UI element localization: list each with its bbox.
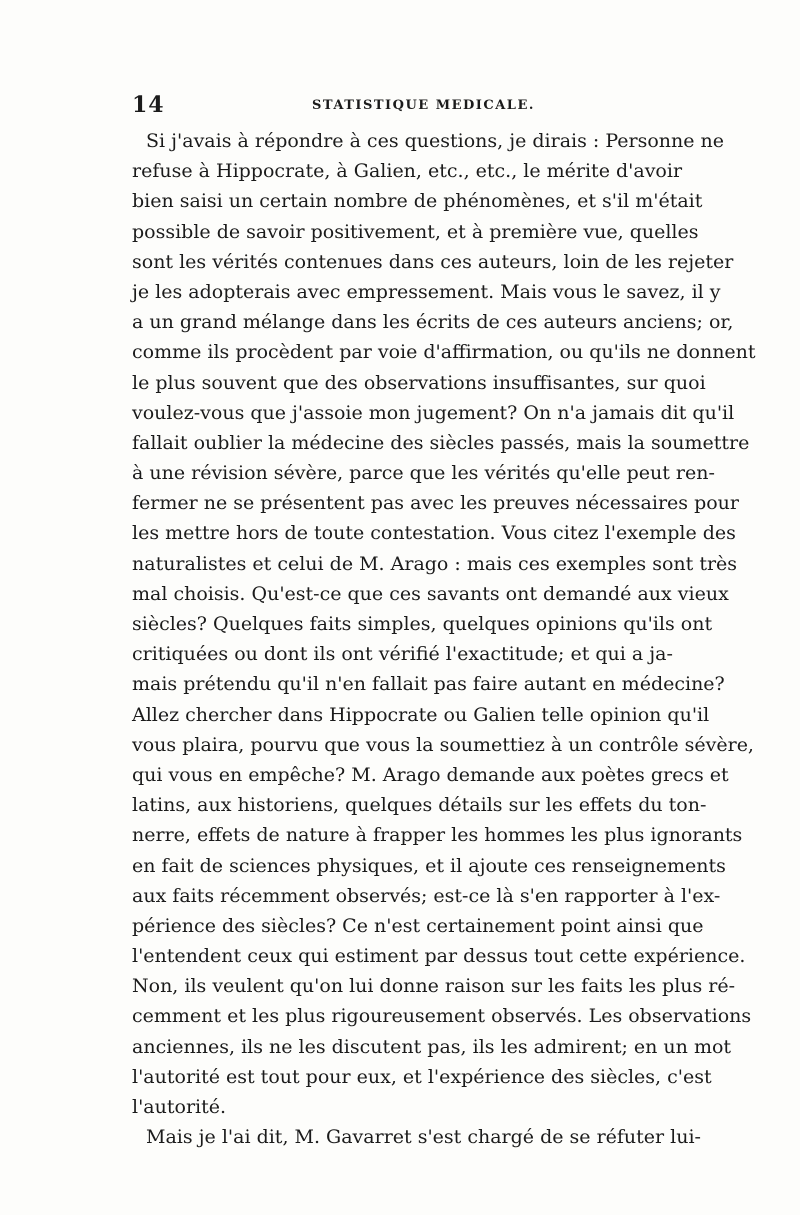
text-line: l'autorité.	[132, 1096, 227, 1118]
text-line: Mais je l'ai dit, M. Gavarret s'est chargé de se réfuter lui-	[146, 1126, 701, 1149]
text-line: mal choisis. Qu'est-ce que ces savants ont demandé aux vieux	[132, 582, 729, 605]
text-line: Si j'avais à répondre à ces questions, je dirais : Personne ne	[146, 130, 725, 152]
text-line: refuse à Hippocrate, à Galien, etc., etc., le mérite d'avoir	[132, 160, 683, 183]
page-number: 14	[132, 92, 165, 118]
text-line: voulez-vous que j'assoie mon jugement? On n'a jamais dit qu'il	[132, 401, 735, 424]
text-line: nerre, effets de nature à frapper les hommes les plus ignorants	[132, 824, 743, 847]
body-text	[132, 126, 756, 1152]
text-line: vous plaira, pourvu que vous la soumettiez à un contrôle sévère,	[132, 733, 754, 756]
text-line: l'autorité est tout pour eux, et l'expérience des siècles, c'est	[132, 1065, 712, 1088]
text-line: naturalistes et celui de M. Arago : mais ces exemples sont très	[132, 552, 738, 575]
text-line: à une révision sévère, parce que les vérités qu'elle peut ren-	[132, 462, 715, 485]
text-line: périence des siècles? Ce n'est certainement point ainsi que	[132, 914, 704, 937]
text-line: les mettre hors de toute contestation. Vous citez l'exemple des	[132, 522, 736, 545]
text-line: cemment et les plus rigoureusement observés. Les observations	[132, 1005, 752, 1028]
text-line: sont les vérités contenues dans ces auteurs, loin de les rejeter	[132, 250, 734, 273]
text-line: qui vous en empêche? M. Arago demande aux poètes grecs et	[132, 763, 729, 786]
text-line: l'entendent ceux qui estiment par dessus tout cette expérience.	[132, 945, 746, 968]
text-line: fermer ne se présentent pas avec les preuves nécessaires pour	[132, 492, 739, 515]
text-line: mais prétendu qu'il n'en fallait pas faire autant en médecine?	[132, 673, 725, 696]
text-line: latins, aux historiens, quelques détails sur les effets du ton-	[132, 794, 707, 817]
text-line: possible de savoir positivement, et à première vue, quelles	[132, 220, 699, 243]
text-line: Allez chercher dans Hippocrate ou Galien telle opinion qu'il	[132, 703, 710, 726]
text-line: comme ils procèdent par voie d'affirmation, ou qu'ils ne donnent	[132, 341, 756, 364]
text-line: critiquées ou dont ils ont vérifié l'exactitude; et qui a ja-	[132, 643, 673, 666]
text-line: siècles? Quelques faits simples, quelques opinions qu'ils ont	[132, 613, 713, 635]
text-line: a un grand mélange dans les écrits de ces auteurs anciens; or,	[132, 311, 734, 334]
text-line: aux faits récemment observés; est-ce là s'en rapporter à l'ex-	[132, 884, 721, 907]
text-line: en fait de sciences physiques, et il ajoute ces renseignements	[132, 854, 726, 877]
text-line: anciennes, ils ne les discutent pas, ils les admirent; en un mot	[132, 1035, 732, 1058]
text-line: fallait oublier la médecine des siècles passés, mais la soumettre	[132, 431, 750, 454]
text-line: le plus souvent que des observations insuffisantes, sur quoi	[132, 371, 706, 394]
running-title: STATISTIQUE MEDICALE.	[312, 98, 535, 113]
page-header	[132, 92, 672, 116]
text-line: bien saisi un certain nombre de phénomènes, et s'il m'était	[132, 190, 703, 213]
text-line: je les adopterais avec empressement. Mais vous le savez, il y	[132, 280, 721, 303]
text-line: Non, ils veulent qu'on lui donne raison sur les faits les plus ré-	[132, 975, 736, 998]
